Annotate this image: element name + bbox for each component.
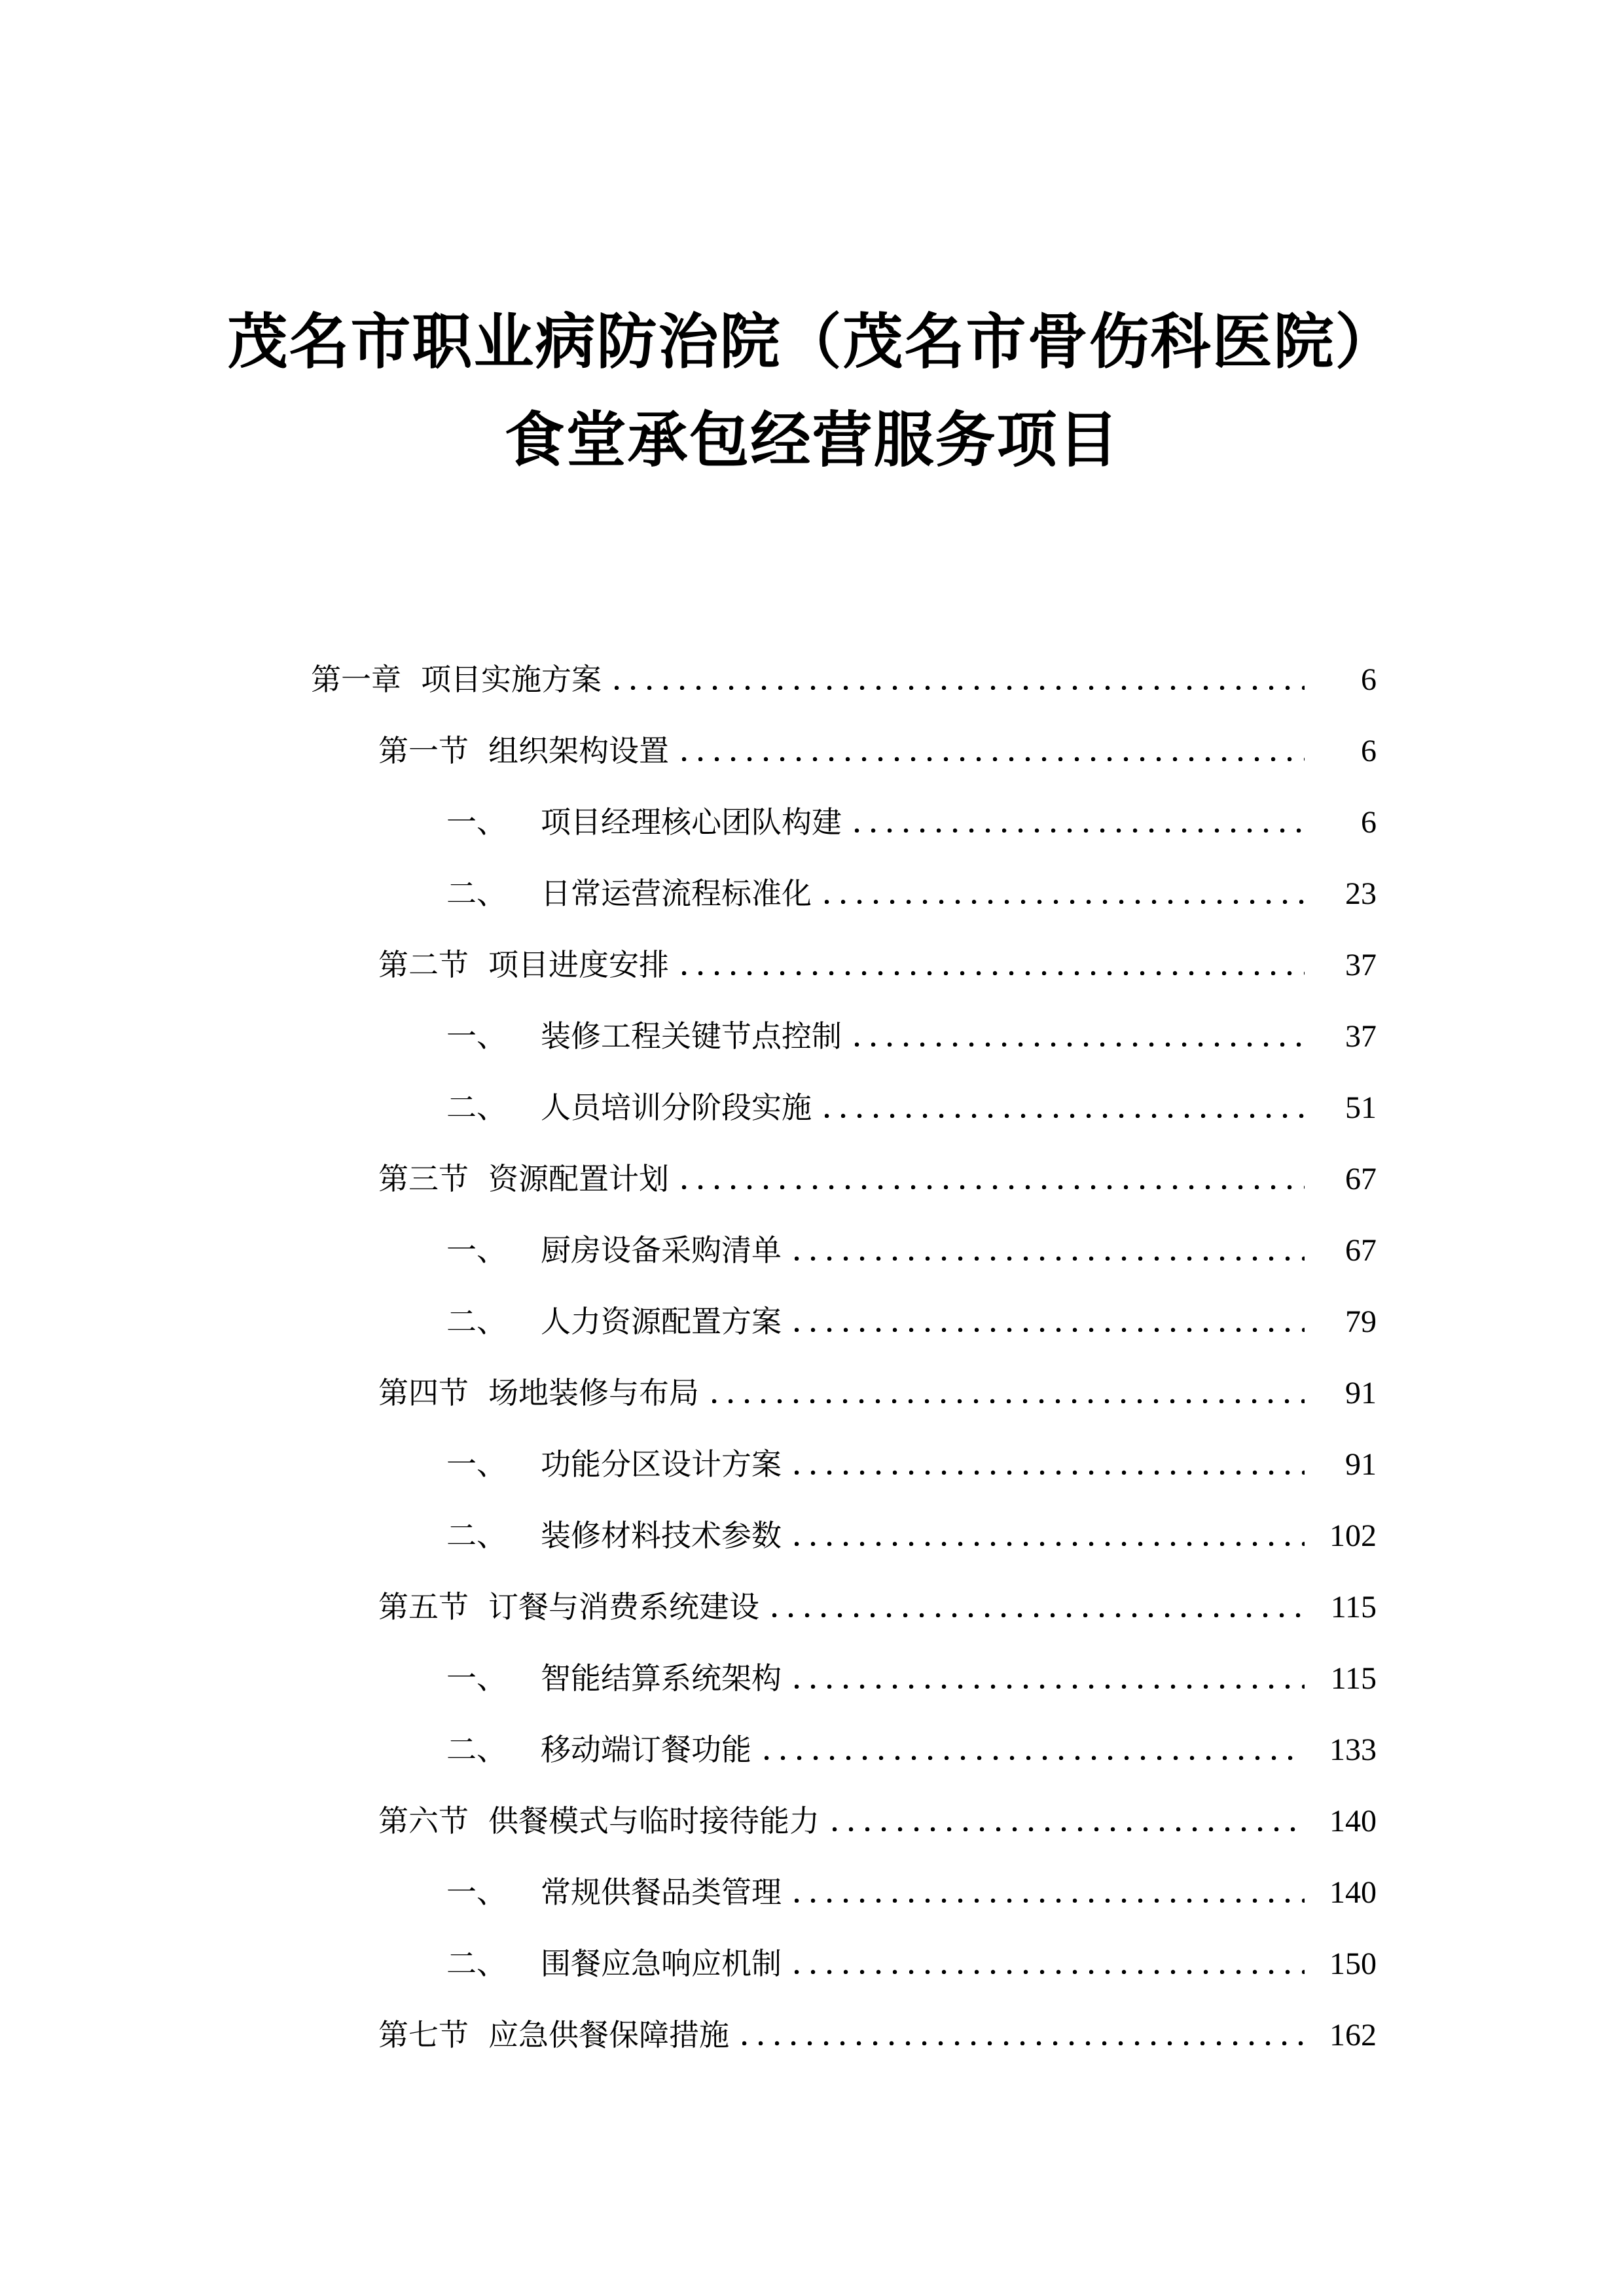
toc-entry[interactable]	[311, 1709, 1377, 1780]
toc-entry-page-number: 37	[1345, 1019, 1377, 1054]
toc-entry-number: 一、	[446, 1876, 507, 1909]
toc-entry-number: 二、	[446, 1947, 507, 1981]
toc-entry[interactable]	[311, 1923, 1377, 1994]
toc-entry-page-number: 102	[1329, 1518, 1377, 1553]
toc-entry[interactable]	[311, 924, 1377, 996]
toc-entry-title: 日常运营流程标准化	[541, 877, 812, 910]
toc-entry[interactable]	[311, 1138, 1377, 1210]
document-title-line-2: 食堂承包经营服务项目	[504, 407, 1120, 474]
dot-leader	[682, 969, 1305, 975]
dot-leader	[765, 1753, 1305, 1760]
toc-entry[interactable]	[311, 1352, 1377, 1424]
toc-entry-title: 项目经理核心团队构建	[541, 806, 842, 839]
toc-entry[interactable]	[311, 1638, 1377, 1709]
toc-entry-number: 第二节	[378, 948, 469, 982]
dot-leader	[795, 1468, 1305, 1475]
toc-entry-page-number: 140	[1329, 1804, 1377, 1839]
toc-entry-title: 智能结算系统架构	[541, 1662, 782, 1695]
toc-entry-number: 一、	[446, 1020, 507, 1053]
toc-entry-title: 移动端订餐功能	[541, 1733, 751, 1767]
toc-entry-number: 二、	[446, 1091, 507, 1124]
toc-entry-page-number: 6	[1361, 734, 1377, 768]
toc-entry[interactable]	[311, 1994, 1377, 2066]
toc-entry-number: 一、	[446, 806, 507, 839]
toc-entry-page-number: 150	[1329, 1946, 1377, 1981]
toc-entry-page-number: 133	[1329, 1732, 1377, 1767]
toc-entry-page-number: 67	[1345, 1162, 1377, 1196]
toc-entry-page-number: 115	[1330, 1590, 1377, 1624]
toc-entry-page-number: 37	[1345, 948, 1377, 982]
toc-entry-title: 装修材料技术参数	[541, 1519, 782, 1552]
dot-leader	[712, 1397, 1305, 1403]
toc-entry[interactable]	[311, 1495, 1377, 1566]
toc-entry-number: 第六节	[378, 1804, 469, 1838]
toc-entry[interactable]	[311, 1424, 1377, 1495]
toc-entry[interactable]	[311, 1210, 1377, 1281]
toc-entry-number: 第一章	[311, 663, 401, 696]
dot-leader	[855, 826, 1305, 833]
toc-entry-page-number: 79	[1345, 1304, 1377, 1339]
dot-leader	[795, 1539, 1305, 1546]
toc-entry-title: 项目进度安排	[488, 948, 669, 982]
toc-entry-number: 第四节	[378, 1376, 469, 1410]
toc-entry-number: 一、	[446, 1448, 507, 1481]
toc-entry-number: 二、	[446, 1519, 507, 1552]
toc-entry-title: 组织架构设置	[488, 734, 669, 768]
toc-entry-page-number: 6	[1361, 662, 1377, 697]
dot-leader	[795, 1682, 1305, 1689]
toc-entry-title: 常规供餐品类管理	[541, 1876, 782, 1909]
toc-entry[interactable]	[311, 710, 1377, 781]
toc-entry-number: 二、	[446, 877, 507, 910]
toc-entry-page-number: 115	[1330, 1661, 1377, 1696]
toc-entry-number: 第三节	[378, 1162, 469, 1196]
toc-entry-number: 第七节	[378, 2018, 469, 2052]
toc-entry-number: 一、	[446, 1234, 507, 1267]
dot-leader	[682, 1183, 1305, 1189]
dot-leader	[795, 1896, 1305, 1903]
table-of-contents	[311, 639, 1377, 2066]
toc-entry-number: 一、	[446, 1662, 507, 1695]
toc-entry[interactable]	[311, 1852, 1377, 1923]
dot-leader	[615, 683, 1305, 690]
toc-entry-page-number: 6	[1361, 805, 1377, 840]
toc-entry-title: 项目实施方案	[421, 663, 602, 696]
dot-leader	[825, 897, 1305, 904]
toc-entry[interactable]	[311, 781, 1377, 853]
document-title	[0, 293, 1624, 490]
toc-entry-number: 第五节	[378, 1590, 469, 1624]
dot-leader	[833, 1825, 1305, 1831]
dot-leader	[795, 1967, 1305, 1974]
toc-entry[interactable]	[311, 996, 1377, 1067]
toc-entry[interactable]	[311, 1281, 1377, 1352]
toc-entry-title: 资源配置计划	[488, 1162, 669, 1196]
toc-entry-title: 人力资源配置方案	[541, 1305, 782, 1338]
toc-entry-number: 二、	[446, 1733, 507, 1767]
toc-entry-page-number: 91	[1345, 1376, 1377, 1410]
toc-entry-page-number: 140	[1329, 1875, 1377, 1910]
toc-entry-title: 功能分区设计方案	[541, 1448, 782, 1481]
toc-entry-title: 围餐应急响应机制	[541, 1947, 782, 1981]
dot-leader	[742, 2039, 1305, 2045]
toc-entry-page-number: 23	[1345, 876, 1377, 911]
toc-entry[interactable]	[311, 1067, 1377, 1138]
toc-entry-title: 场地装修与布局	[488, 1376, 699, 1410]
toc-entry-page-number: 162	[1329, 2018, 1377, 2053]
toc-entry[interactable]	[311, 853, 1377, 924]
dot-leader	[772, 1611, 1305, 1617]
document-title-line-1: 茂名市职业病防治院（茂名市骨伤科医院）	[227, 309, 1397, 376]
toc-entry[interactable]	[311, 1566, 1377, 1638]
toc-entry[interactable]	[311, 1780, 1377, 1852]
dot-leader	[855, 1040, 1305, 1047]
toc-entry-number: 二、	[446, 1305, 507, 1338]
toc-entry-page-number: 67	[1345, 1233, 1377, 1268]
toc-entry-title: 人员培训分阶段实施	[541, 1091, 812, 1124]
toc-entry[interactable]	[311, 639, 1377, 710]
toc-entry-title: 供餐模式与临时接待能力	[488, 1804, 820, 1838]
toc-entry-page-number: 51	[1345, 1090, 1377, 1125]
toc-entry-title: 装修工程关键节点控制	[541, 1020, 842, 1053]
dot-leader	[682, 755, 1305, 761]
toc-entry-number: 第一节	[378, 734, 469, 768]
dot-leader	[825, 1111, 1305, 1118]
toc-entry-title: 订餐与消费系统建设	[488, 1590, 759, 1624]
toc-entry-page-number: 91	[1345, 1447, 1377, 1482]
toc-entry-title: 厨房设备采购清单	[541, 1234, 782, 1267]
dot-leader	[795, 1325, 1305, 1332]
toc-entry-title: 应急供餐保障措施	[488, 2018, 729, 2052]
dot-leader	[795, 1254, 1305, 1261]
